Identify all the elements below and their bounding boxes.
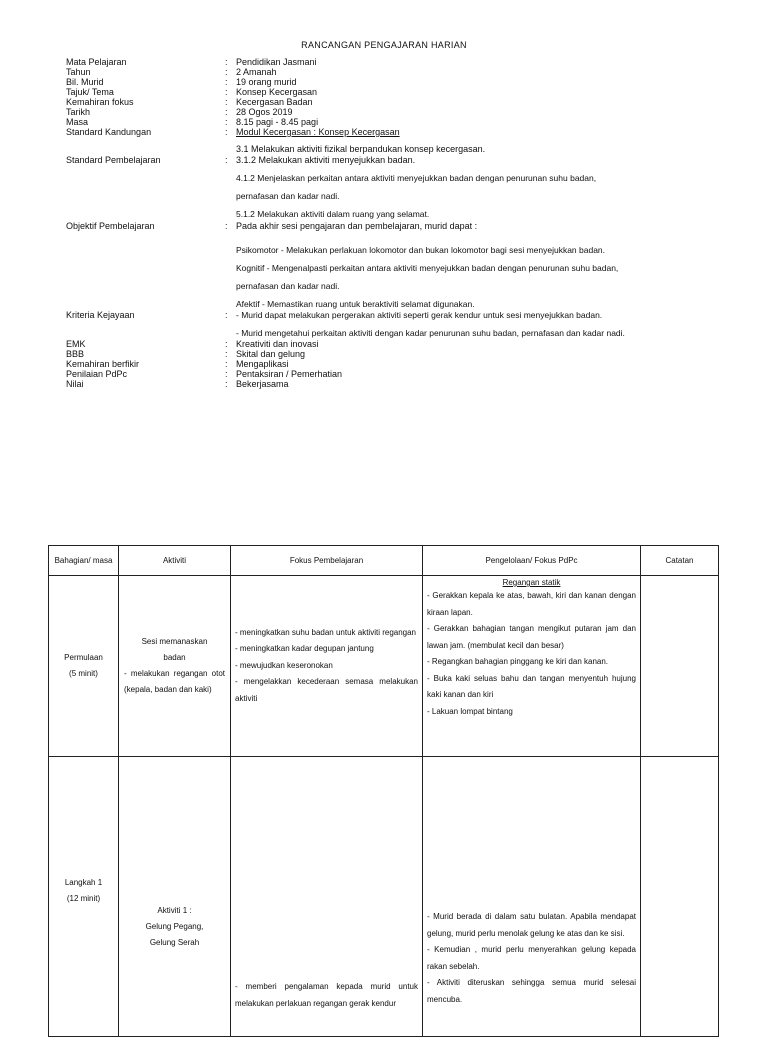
cell-aktiviti	[119, 576, 231, 757]
info-label: Kemahiran fokus	[66, 97, 134, 107]
standard-pembelajaran-item: 3.1.2 Melakukan aktiviti menyejukkan badan.	[236, 155, 416, 165]
info-value: Skital dan gelung	[236, 349, 306, 359]
header-catatan: Catatan	[641, 546, 719, 576]
pengelolaan-item: - Kemudian , murid perlu menyerahkan gelung kepada rakan sebelah.	[427, 945, 636, 971]
info-label: BBB	[66, 349, 85, 359]
standard-pembelajaran-item: 4.1.2 Menjelaskan perkaitan antara aktiviti menyejukkan badan dengan penurunan suhu badan,	[236, 173, 597, 183]
objektif-item: pernafasan dan kadar nadi.	[236, 281, 340, 291]
pengelolaan-item: - Murid berada di dalam satu bulatan. Apabila mendapat gelung, murid perlu menolak gelung ke atas dan ke sisi.	[427, 912, 636, 938]
info-label: Penilaian PdPc	[66, 369, 128, 379]
info-colon: :	[225, 67, 228, 77]
info-value: 8.15 pagi - 8.45 pagi	[236, 117, 319, 127]
objektif-item: Psikomotor - Melakukan perlakuan lokomotor dan bukan lokomotor bagi sesi menyejukkan badan.	[236, 245, 606, 255]
info-colon: :	[225, 97, 228, 107]
info-label: Standard Kandungan	[66, 127, 152, 137]
cell-fokus	[231, 576, 423, 757]
fokus-item: - meningkatkan suhu badan untuk aktiviti regangan	[235, 627, 417, 637]
info-label: Kemahiran berfikir	[66, 359, 140, 369]
aktiviti-detail: Gelung Pegang, Gelung Serah	[145, 922, 204, 947]
info-value: 28 Ogos 2019	[236, 107, 293, 117]
info-colon: :	[225, 107, 228, 117]
table-header-row	[49, 546, 719, 576]
cell-bahagian	[49, 576, 119, 757]
page-title: RANCANGAN PENGAJARAN HARIAN	[301, 40, 467, 50]
header-aktiviti: Aktiviti	[119, 546, 231, 576]
info-colon: :	[225, 379, 228, 389]
pengelolaan-item: - Regangkan bahagian pinggang ke kiri dan kanan.	[427, 657, 609, 666]
fokus-item: - mengelakkan kecederaan semasa melakukan aktiviti	[235, 677, 418, 703]
info-colon: :	[225, 349, 228, 359]
info-label: EMK	[66, 339, 86, 349]
info-colon: :	[225, 117, 228, 127]
fokus-item: - meningkatkan kadar degupan jantung	[235, 644, 374, 654]
info-colon: :	[225, 310, 228, 320]
cell-fokus	[231, 757, 423, 1037]
info-colon: :	[225, 359, 228, 369]
table-row	[49, 576, 719, 757]
cell-catatan	[641, 757, 719, 1037]
info-value: Bekerjasama	[236, 379, 289, 389]
info-value: Mengaplikasi	[236, 359, 289, 369]
aktiviti-title: Sesi memanaskan badan	[141, 636, 208, 662]
bahagian-name: Langkah 1	[64, 878, 103, 887]
info-label: Tarikh	[66, 107, 91, 117]
cell-catatan	[641, 576, 719, 757]
bahagian-name: Permulaan	[64, 653, 103, 662]
standard-pembelajaran-item: 3.1 Melakukan aktiviti fizikal berpandukan konsep kecergasan.	[236, 144, 486, 154]
fokus-item: - memberi pengalaman kepada murid untuk melakukan perlakuan regangan gerak kendur	[235, 982, 418, 1008]
pengelolaan-item: - Gerakkan kepala ke atas, bawah, kiri dan kanan dengan kiraan lapan.	[427, 591, 636, 617]
cell-aktiviti	[119, 757, 231, 1037]
info-label: Bil. Murid	[66, 77, 104, 87]
cell-bahagian	[49, 757, 119, 1037]
info-label: Standard Pembelajaran	[66, 155, 161, 165]
kriteria-item: - Murid mengetahui perkaitan aktiviti dengan kadar penurunan suhu badan, pernafasan dan kadar nadi.	[236, 328, 625, 338]
info-value: Kecergasan Badan	[236, 97, 313, 107]
cell-pengelolaan	[423, 576, 641, 757]
pengelolaan-item: - Gerakkan bahagian tangan mengikut putaran jam dan lawan jam. (membulat kecil dan besar)	[427, 624, 636, 650]
info-value: Pendidikan Jasmani	[236, 57, 317, 67]
bahagian-masa: (5 minit)	[69, 669, 98, 678]
info-label: Nilai	[66, 379, 84, 389]
info-value: Kreativiti dan inovasi	[236, 339, 319, 349]
objektif-item: Kognitif - Mengenalpasti perkaitan antara aktiviti menyejukkan badan dengan penurunan suhu badan,	[236, 263, 619, 273]
objektif-intro: Pada akhir sesi pengajaran dan pembelajaran, murid dapat :	[236, 221, 478, 231]
pengelolaan-item: - Buka kaki seluas bahu dan tangan menyentuh hujung kaki kanan dan kiri	[427, 673, 636, 699]
info-value: Pentaksiran / Pemerhatian	[236, 369, 343, 379]
header-fokus: Fokus Pembelajaran	[231, 546, 423, 576]
info-value: Konsep Kecergasan	[236, 87, 318, 97]
info-label: Masa	[66, 117, 89, 127]
header-pengelolaan: Pengelolaan/ Fokus PdPc	[423, 546, 641, 576]
cell-pengelolaan	[423, 757, 641, 1037]
info-colon: :	[225, 127, 228, 137]
info-label: Objektif Pembelajaran	[66, 221, 155, 231]
aktiviti-detail: - melakukan regangan otot (kepala, badan dan kaki)	[124, 668, 225, 694]
table-row	[49, 757, 719, 1037]
info-colon: :	[225, 57, 228, 67]
info-colon: :	[225, 155, 228, 165]
info-value: 19 orang murid	[236, 77, 297, 87]
info-label: Tahun	[66, 67, 91, 77]
aktiviti-title: Aktiviti 1 :	[157, 906, 192, 915]
kriteria-item: - Murid dapat melakukan pergerakan aktiviti seperti gerak kendur untuk sesi menyejukkan badan.	[236, 310, 603, 320]
info-colon: :	[225, 77, 228, 87]
lesson-table	[48, 545, 719, 1037]
bahagian-masa: (12 minit)	[66, 894, 101, 903]
header-bahagian: Bahagian/ masa	[49, 546, 119, 576]
standard-pembelajaran-item: pernafasan dan kadar nadi.	[236, 191, 340, 201]
pengelolaan-item: - Lakuan lompat bintang	[427, 706, 513, 716]
info-colon: :	[225, 87, 228, 97]
pengelolaan-title: Regangan statik	[502, 578, 561, 587]
info-label: Kriteria Kejayaan	[66, 310, 135, 320]
info-value: Modul Kecergasan : Konsep Kecergasan	[236, 127, 400, 137]
info-colon: :	[225, 339, 228, 349]
info-value: 2 Amanah	[236, 67, 277, 77]
info-colon: :	[225, 221, 228, 231]
objektif-item: Afektif - Memastikan ruang untuk beraktiviti selamat digunakan.	[236, 299, 475, 309]
info-colon: :	[225, 369, 228, 379]
info-label: Tajuk/ Tema	[66, 87, 114, 97]
fokus-item: - mewujudkan keseronokan	[235, 660, 333, 670]
pengelolaan-item: - Aktiviti diteruskan sehingga semua murid selesai mencuba.	[427, 978, 636, 1004]
info-label: Mata Pelajaran	[66, 57, 127, 67]
standard-pembelajaran-item: 5.1.2 Melakukan aktiviti dalam ruang yang selamat.	[236, 209, 430, 219]
